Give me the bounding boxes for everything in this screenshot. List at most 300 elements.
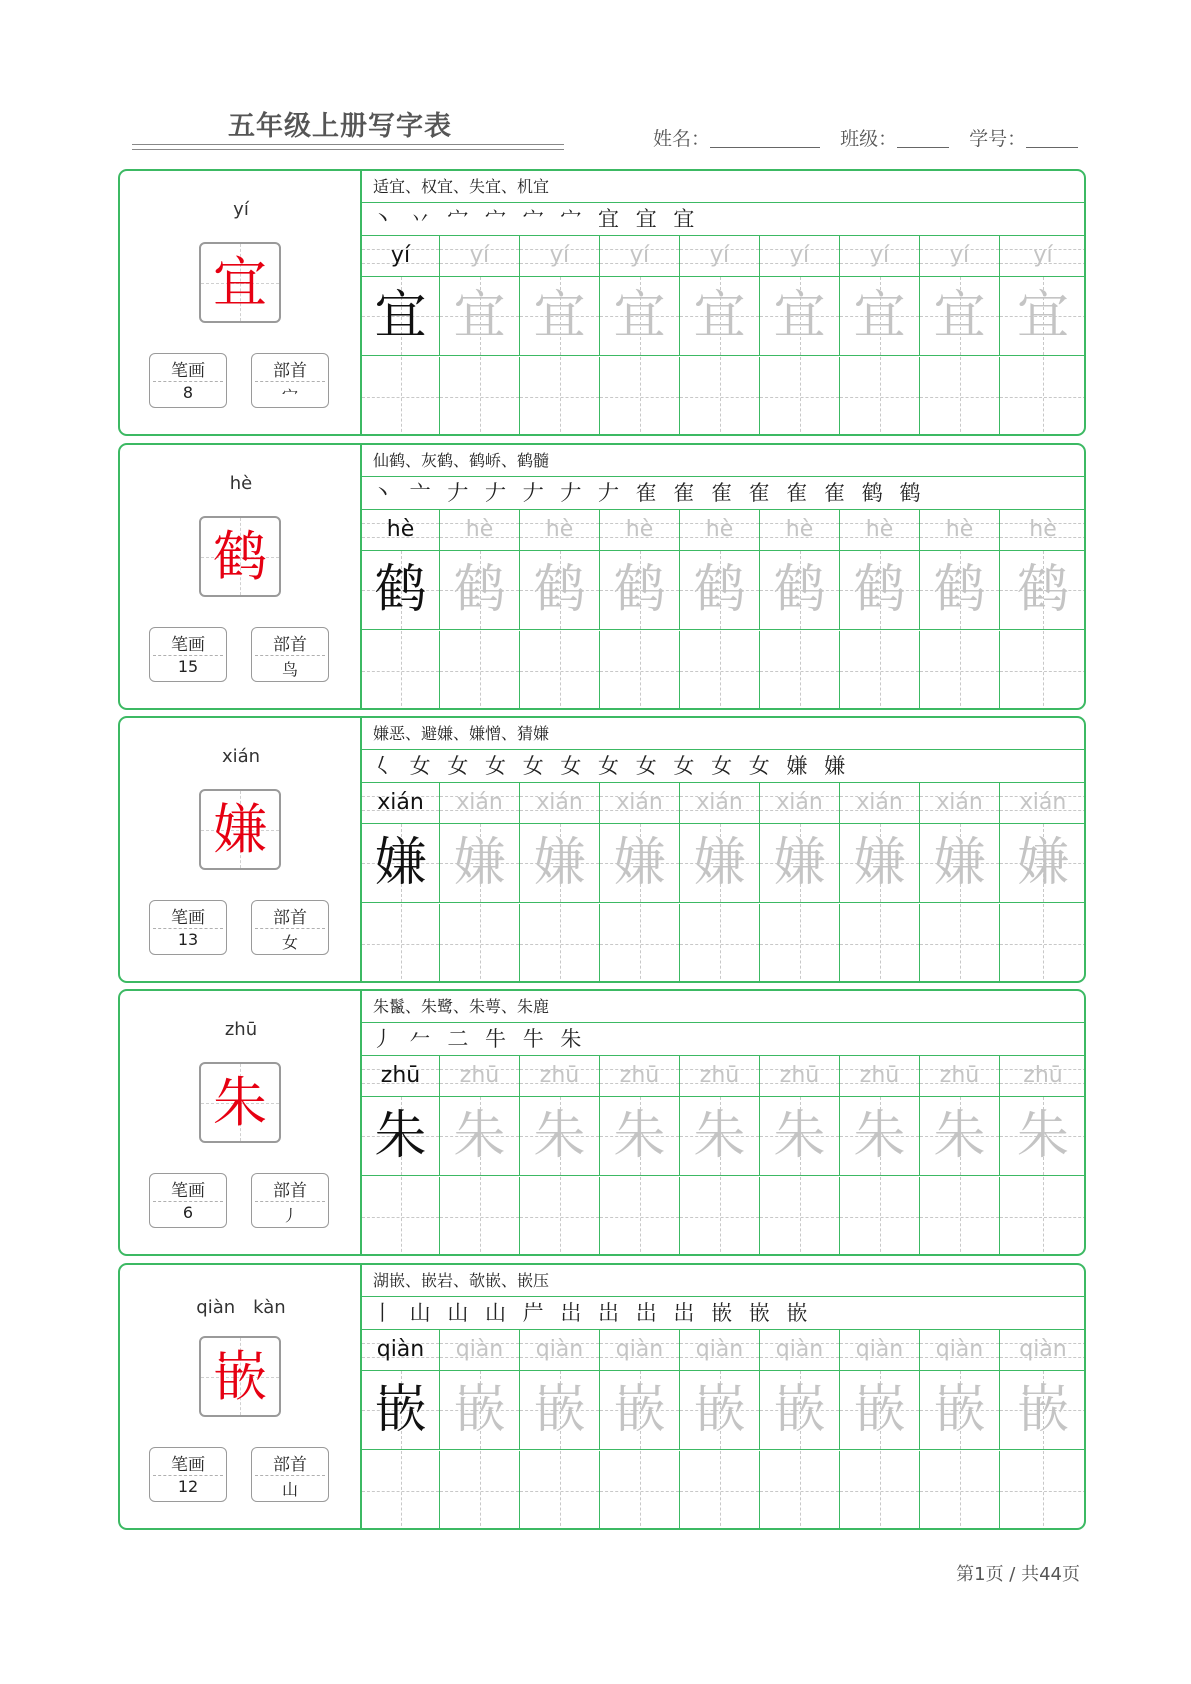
empty-writing-cell[interactable]: [760, 1177, 840, 1256]
empty-writing-cell[interactable]: [600, 1451, 680, 1530]
character-glyph: 鹤: [213, 525, 267, 588]
pinyin-cell[interactable]: [1000, 236, 1086, 277]
pinyin-trace: zhū: [779, 1063, 820, 1088]
character-cell[interactable]: [440, 824, 520, 903]
empty-writing-cell[interactable]: [920, 631, 1000, 710]
empty-writing-cell[interactable]: [1000, 904, 1086, 983]
character-cell[interactable]: [760, 1097, 840, 1176]
stroke-count-value: 6: [182, 1203, 194, 1222]
pinyin-cell[interactable]: [920, 510, 1000, 551]
stroke-count-label: 笔画: [171, 635, 205, 655]
practice-area: [362, 1265, 1086, 1528]
character-cell[interactable]: [520, 824, 600, 903]
character-cell[interactable]: [1000, 824, 1086, 903]
practice-area: [362, 171, 1086, 434]
pinyin-cell[interactable]: [440, 783, 520, 824]
pinyin-trace: hè: [465, 517, 494, 542]
character-trace: 嫌: [613, 833, 666, 893]
pinyin-trace: qiàn: [615, 1337, 664, 1362]
character-cell[interactable]: [680, 1371, 760, 1450]
pinyin-cell[interactable]: [440, 1330, 520, 1371]
radical-label: 部首: [273, 1181, 307, 1201]
character-display-box: [199, 242, 281, 323]
character-cell[interactable]: [362, 1371, 440, 1450]
character-trace: 鹤: [1016, 560, 1069, 620]
empty-writing-cell[interactable]: [760, 631, 840, 710]
character-trace: 宜: [533, 286, 586, 346]
empty-writing-cell[interactable]: [520, 631, 600, 710]
empty-writing-cell[interactable]: [920, 357, 1000, 436]
stroke-count-box: [149, 627, 227, 682]
empty-writing-cell[interactable]: [600, 631, 680, 710]
empty-writing-cell[interactable]: [600, 1177, 680, 1256]
pinyin-cell[interactable]: [362, 1056, 440, 1097]
empty-writing-cell[interactable]: [1000, 1177, 1086, 1256]
pinyin-cell[interactable]: [840, 236, 920, 277]
pinyin-trace: yí: [1033, 243, 1053, 268]
character-pinyin: zhū: [224, 1019, 258, 1040]
pinyin-trace: hè: [545, 517, 574, 542]
character-cell[interactable]: [1000, 277, 1086, 356]
radical-label: 部首: [273, 361, 307, 381]
empty-writing-cell[interactable]: [680, 904, 760, 983]
stroke-order: 丶 丷 宀 宀 宀 宀 宜 宜 宜: [362, 203, 1086, 236]
divider: [153, 928, 223, 929]
character-trace: 宜: [1016, 286, 1069, 346]
stroke-count-box: [149, 1447, 227, 1502]
pinyin-trace: hè: [865, 517, 894, 542]
pinyin-trace: yí: [549, 243, 570, 268]
empty-writing-cell[interactable]: [440, 1451, 520, 1530]
pinyin-cell[interactable]: [600, 783, 680, 824]
pinyin-cell[interactable]: [1000, 783, 1086, 824]
empty-writing-cell[interactable]: [362, 631, 440, 710]
stroke-count-label: 笔画: [171, 1455, 205, 1475]
writing-grid: [362, 236, 1086, 436]
radical-value: 女: [281, 933, 298, 952]
character-trace: 嫌: [773, 833, 826, 893]
stroke-count-box: [149, 353, 227, 408]
character-info: [120, 718, 362, 981]
pinyin-cell[interactable]: [600, 510, 680, 551]
character-glyph: 嫌: [213, 798, 267, 861]
writing-grid: [362, 510, 1086, 710]
class-field[interactable]: [897, 128, 949, 148]
pinyin-trace: hè: [386, 517, 415, 542]
character-cell[interactable]: [520, 1097, 600, 1176]
radical-value: 宀: [281, 386, 298, 405]
character-trace: 宜: [693, 286, 746, 346]
stroke-count-value: 8: [182, 383, 194, 402]
pinyin-cell[interactable]: [1000, 1056, 1086, 1097]
character-cell[interactable]: [440, 1097, 520, 1176]
empty-writing-cell[interactable]: [362, 1451, 440, 1530]
pinyin-cell[interactable]: [920, 1056, 1000, 1097]
empty-writing-cell[interactable]: [362, 904, 440, 983]
page-header: [0, 0, 1191, 160]
pinyin-trace: xián: [456, 790, 503, 815]
name-field[interactable]: [710, 128, 820, 148]
stroke-count-value: 13: [177, 930, 199, 949]
pinyin-trace: xián: [536, 790, 583, 815]
pinyin-trace: xián: [856, 790, 903, 815]
empty-writing-cell[interactable]: [440, 904, 520, 983]
pinyin-cell[interactable]: [1000, 1330, 1086, 1371]
character-info: [120, 991, 362, 1254]
character-cell[interactable]: [920, 1371, 1000, 1450]
example-words: 仙鹤、灰鹤、鹤峤、鹤髓: [362, 445, 1086, 477]
pinyin-cell[interactable]: [920, 236, 1000, 277]
writing-grid: [362, 1056, 1086, 1256]
empty-writing-cell[interactable]: [760, 357, 840, 436]
character-trace: 朱: [533, 1106, 586, 1166]
pinyin-cell[interactable]: [760, 1330, 840, 1371]
empty-writing-cell[interactable]: [440, 1177, 520, 1256]
character-card: [118, 169, 1086, 436]
character-card: [118, 716, 1086, 983]
pinyin-trace: hè: [705, 517, 734, 542]
radical-label: 部首: [273, 635, 307, 655]
character-cell[interactable]: [920, 551, 1000, 630]
character-cell[interactable]: [680, 824, 760, 903]
pinyin-cell[interactable]: [520, 1056, 600, 1097]
stroke-count-box: [149, 900, 227, 955]
character-trace: 嵌: [613, 1380, 666, 1440]
page-title: 五年级上册写字表: [228, 111, 452, 142]
class-label: 班级：: [840, 128, 898, 150]
character-cell[interactable]: [840, 277, 920, 356]
empty-writing-cell[interactable]: [1000, 1451, 1086, 1530]
character-display-box: [199, 1062, 281, 1143]
pinyin-cell[interactable]: [680, 510, 760, 551]
pinyin-cell[interactable]: [760, 1056, 840, 1097]
pinyin-trace: zhū: [939, 1063, 980, 1088]
pinyin-cell[interactable]: [440, 1056, 520, 1097]
character-pinyin: qiàn kàn: [196, 1297, 286, 1318]
pinyin-cell[interactable]: [760, 783, 840, 824]
character-glyph: 嵌: [213, 1345, 267, 1408]
stroke-count-value: 15: [177, 657, 199, 676]
empty-writing-cell[interactable]: [680, 631, 760, 710]
pinyin-cell[interactable]: [840, 1056, 920, 1097]
character-pinyin: yí: [233, 199, 249, 220]
character-cell[interactable]: [1000, 551, 1086, 630]
stroke-count-box: [149, 1173, 227, 1228]
writing-grid: [362, 1330, 1086, 1530]
character-trace: 嵌: [374, 1380, 427, 1440]
character-trace: 朱: [853, 1106, 906, 1166]
character-card: [118, 443, 1086, 710]
pinyin-cell[interactable]: [600, 1056, 680, 1097]
character-trace: 鹤: [613, 560, 666, 620]
character-cell[interactable]: [760, 551, 840, 630]
empty-writing-cell[interactable]: [920, 904, 1000, 983]
pinyin-cell[interactable]: [362, 510, 440, 551]
pinyin-trace: hè: [785, 517, 814, 542]
example-words: 嫌恶、避嫌、嫌憎、猜嫌: [362, 718, 1086, 750]
character-trace: 朱: [933, 1106, 986, 1166]
empty-writing-cell[interactable]: [920, 1177, 1000, 1256]
empty-writing-cell[interactable]: [362, 1177, 440, 1256]
character-trace: 鹤: [693, 560, 746, 620]
pinyin-cell[interactable]: [520, 236, 600, 277]
pinyin-trace: yí: [469, 243, 490, 268]
writing-grid: [362, 783, 1086, 983]
empty-writing-cell[interactable]: [840, 631, 920, 710]
pinyin-trace: xián: [1019, 790, 1067, 815]
pinyin-trace: zhū: [380, 1063, 421, 1088]
character-display-box: [199, 516, 281, 597]
pinyin-trace: yí: [949, 243, 970, 268]
empty-writing-cell[interactable]: [840, 1451, 920, 1530]
pinyin-trace: xián: [696, 790, 743, 815]
character-trace: 宜: [773, 286, 826, 346]
character-trace: 朱: [374, 1106, 427, 1166]
pinyin-trace: qiàn: [775, 1337, 824, 1362]
character-cell[interactable]: [840, 1097, 920, 1176]
pinyin-cell[interactable]: [362, 783, 440, 824]
pinyin-cell[interactable]: [760, 510, 840, 551]
character-trace: 鹤: [374, 560, 427, 620]
practice-area: [362, 718, 1086, 981]
character-trace: 嵌: [693, 1380, 746, 1440]
character-cell[interactable]: [1000, 1371, 1086, 1450]
pinyin-trace: qiàn: [455, 1337, 504, 1362]
character-info: [120, 445, 362, 708]
character-cell[interactable]: [520, 551, 600, 630]
pinyin-cell[interactable]: [520, 1330, 600, 1371]
title-underline-2: [132, 149, 564, 150]
character-trace: 嫌: [933, 833, 986, 893]
radical-box: [251, 900, 329, 955]
empty-writing-cell[interactable]: [440, 631, 520, 710]
character-cell[interactable]: [920, 277, 1000, 356]
character-trace: 嫌: [453, 833, 506, 893]
empty-writing-cell[interactable]: [362, 357, 440, 436]
empty-writing-cell[interactable]: [520, 1177, 600, 1256]
character-cell[interactable]: [760, 277, 840, 356]
id-label: 学号：: [969, 128, 1027, 150]
example-words: 适宜、权宜、失宜、机宜: [362, 171, 1086, 203]
pinyin-cell[interactable]: [920, 783, 1000, 824]
character-cell[interactable]: [600, 551, 680, 630]
title-underline: [132, 144, 564, 145]
pinyin-trace: qiàn: [535, 1337, 584, 1362]
pinyin-cell[interactable]: [920, 1330, 1000, 1371]
pinyin-trace: zhū: [619, 1063, 660, 1088]
pinyin-trace: yí: [789, 243, 810, 268]
empty-writing-cell[interactable]: [520, 357, 600, 436]
character-trace: 宜: [374, 286, 427, 346]
character-cell[interactable]: [362, 1097, 440, 1176]
divider: [255, 1475, 325, 1476]
empty-writing-cell[interactable]: [680, 1177, 760, 1256]
empty-writing-cell[interactable]: [520, 1451, 600, 1530]
divider: [153, 1201, 223, 1202]
pinyin-cell[interactable]: [840, 510, 920, 551]
character-cell[interactable]: [680, 277, 760, 356]
example-words: 朱鬣、朱鹭、朱萼、朱鹿: [362, 991, 1086, 1023]
character-trace: 嫌: [1016, 833, 1069, 893]
character-pinyin: hè: [229, 473, 253, 494]
student-fields: [653, 124, 1078, 151]
character-trace: 鹤: [773, 560, 826, 620]
empty-writing-cell[interactable]: [520, 904, 600, 983]
pinyin-cell[interactable]: [600, 1330, 680, 1371]
pinyin-cell[interactable]: [840, 783, 920, 824]
character-info: [120, 171, 362, 434]
character-trace: 朱: [693, 1106, 746, 1166]
character-cell[interactable]: [600, 277, 680, 356]
divider: [153, 1475, 223, 1476]
stroke-order: 丨 山 山 山 屵 岀 岀 岀 岀 嵌 嵌 嵌: [362, 1297, 1086, 1330]
character-cell[interactable]: [600, 824, 680, 903]
empty-writing-cell[interactable]: [440, 357, 520, 436]
empty-writing-cell[interactable]: [680, 1451, 760, 1530]
character-cell[interactable]: [600, 1371, 680, 1450]
empty-writing-cell[interactable]: [600, 904, 680, 983]
radical-value: 鸟: [281, 660, 298, 679]
character-card: [118, 989, 1086, 1256]
character-cell[interactable]: [920, 824, 1000, 903]
character-cell[interactable]: [680, 551, 760, 630]
pinyin-cell[interactable]: [520, 510, 600, 551]
character-trace: 宜: [613, 286, 666, 346]
character-cell[interactable]: [600, 1097, 680, 1176]
pinyin-trace: xián: [616, 790, 663, 815]
pinyin-cell[interactable]: [362, 1330, 440, 1371]
character-cell[interactable]: [520, 277, 600, 356]
empty-writing-cell[interactable]: [600, 357, 680, 436]
character-trace: 嵌: [853, 1380, 906, 1440]
pinyin-trace: qiàn: [855, 1337, 904, 1362]
stroke-count-label: 笔画: [171, 1181, 205, 1201]
pinyin-trace: xián: [377, 790, 424, 815]
pinyin-cell[interactable]: [362, 236, 440, 277]
character-trace: 朱: [1016, 1106, 1069, 1166]
character-trace: 朱: [453, 1106, 506, 1166]
empty-writing-cell[interactable]: [1000, 357, 1086, 436]
pinyin-trace: yí: [709, 243, 730, 268]
practice-area: [362, 991, 1086, 1254]
character-cell[interactable]: [1000, 1097, 1086, 1176]
character-trace: 宜: [853, 286, 906, 346]
character-cell[interactable]: [840, 551, 920, 630]
character-trace: 朱: [613, 1106, 666, 1166]
character-cell[interactable]: [520, 1371, 600, 1450]
character-display-box: [199, 789, 281, 870]
pinyin-trace: zhū: [699, 1063, 740, 1088]
page-number: 第1页 / 共44页: [956, 1564, 1080, 1585]
character-trace: 嵌: [453, 1380, 506, 1440]
character-card: [118, 1263, 1086, 1530]
divider: [255, 928, 325, 929]
name-label: 姓名：: [653, 128, 711, 150]
pinyin-trace: hè: [1029, 517, 1057, 542]
pinyin-cell[interactable]: [440, 510, 520, 551]
pinyin-trace: yí: [629, 243, 650, 268]
empty-writing-cell[interactable]: [840, 357, 920, 436]
character-cell[interactable]: [840, 824, 920, 903]
empty-writing-cell[interactable]: [920, 1451, 1000, 1530]
character-trace: 嫌: [374, 833, 427, 893]
character-info: [120, 1265, 362, 1528]
radical-box: [251, 353, 329, 408]
character-trace: 嫌: [853, 833, 906, 893]
empty-writing-cell[interactable]: [1000, 631, 1086, 710]
radical-label: 部首: [273, 908, 307, 928]
character-trace: 宜: [933, 286, 986, 346]
radical-box: [251, 1447, 329, 1502]
character-trace: 鹤: [453, 560, 506, 620]
radical-value: 山: [281, 1480, 298, 1499]
pinyin-trace: zhū: [1023, 1063, 1063, 1088]
pinyin-trace: zhū: [459, 1063, 500, 1088]
pinyin-cell[interactable]: [680, 1056, 760, 1097]
pinyin-trace: xián: [936, 790, 983, 815]
empty-writing-cell[interactable]: [680, 357, 760, 436]
pinyin-cell[interactable]: [760, 236, 840, 277]
empty-writing-cell[interactable]: [760, 904, 840, 983]
character-trace: 宜: [453, 286, 506, 346]
pinyin-cell[interactable]: [1000, 510, 1086, 551]
empty-writing-cell[interactable]: [840, 904, 920, 983]
character-trace: 朱: [773, 1106, 826, 1166]
radical-value: 丿: [281, 1206, 298, 1225]
pinyin-cell[interactable]: [680, 1330, 760, 1371]
character-cell[interactable]: [680, 1097, 760, 1176]
character-cell[interactable]: [760, 1371, 840, 1450]
character-cell[interactable]: [760, 824, 840, 903]
pinyin-cell[interactable]: [680, 783, 760, 824]
stroke-count-value: 12: [177, 1477, 199, 1496]
stroke-count-label: 笔画: [171, 361, 205, 381]
pinyin-trace: hè: [945, 517, 974, 542]
id-field[interactable]: [1026, 128, 1078, 148]
character-cell[interactable]: [440, 1371, 520, 1450]
radical-label: 部首: [273, 1455, 307, 1475]
character-cell[interactable]: [362, 277, 440, 356]
pinyin-trace: qiàn: [1019, 1337, 1067, 1362]
stroke-count-label: 笔画: [171, 908, 205, 928]
character-cell[interactable]: [920, 1097, 1000, 1176]
character-cell[interactable]: [440, 277, 520, 356]
pinyin-cell[interactable]: [440, 236, 520, 277]
pinyin-cell[interactable]: [680, 236, 760, 277]
stroke-order: 丶 亠 𠂇 𠂇 𠂇 𠂇 𠂇 隺 隺 隺 隺 隺 隺 鹤 鹤: [362, 477, 1086, 510]
pinyin-cell[interactable]: [840, 1330, 920, 1371]
practice-area: [362, 445, 1086, 708]
pinyin-cell[interactable]: [600, 236, 680, 277]
pinyin-trace: qiàn: [376, 1337, 425, 1362]
pinyin-cell[interactable]: [520, 783, 600, 824]
empty-writing-cell[interactable]: [760, 1451, 840, 1530]
stroke-order: 𡿨 女 女 女 女 女 女 女 女 女 女 嫌 嫌: [362, 750, 1086, 783]
divider: [255, 655, 325, 656]
character-cell[interactable]: [362, 551, 440, 630]
character-cell[interactable]: [440, 551, 520, 630]
pinyin-trace: yí: [390, 243, 411, 268]
pinyin-trace: qiàn: [695, 1337, 744, 1362]
pinyin-trace: hè: [625, 517, 654, 542]
radical-box: [251, 1173, 329, 1228]
example-words: 湖嵌、嵌岩、欹嵌、嵌压: [362, 1265, 1086, 1297]
divider: [153, 381, 223, 382]
empty-writing-cell[interactable]: [840, 1177, 920, 1256]
character-cell[interactable]: [362, 824, 440, 903]
character-trace: 嫌: [533, 833, 586, 893]
character-cell[interactable]: [840, 1371, 920, 1450]
